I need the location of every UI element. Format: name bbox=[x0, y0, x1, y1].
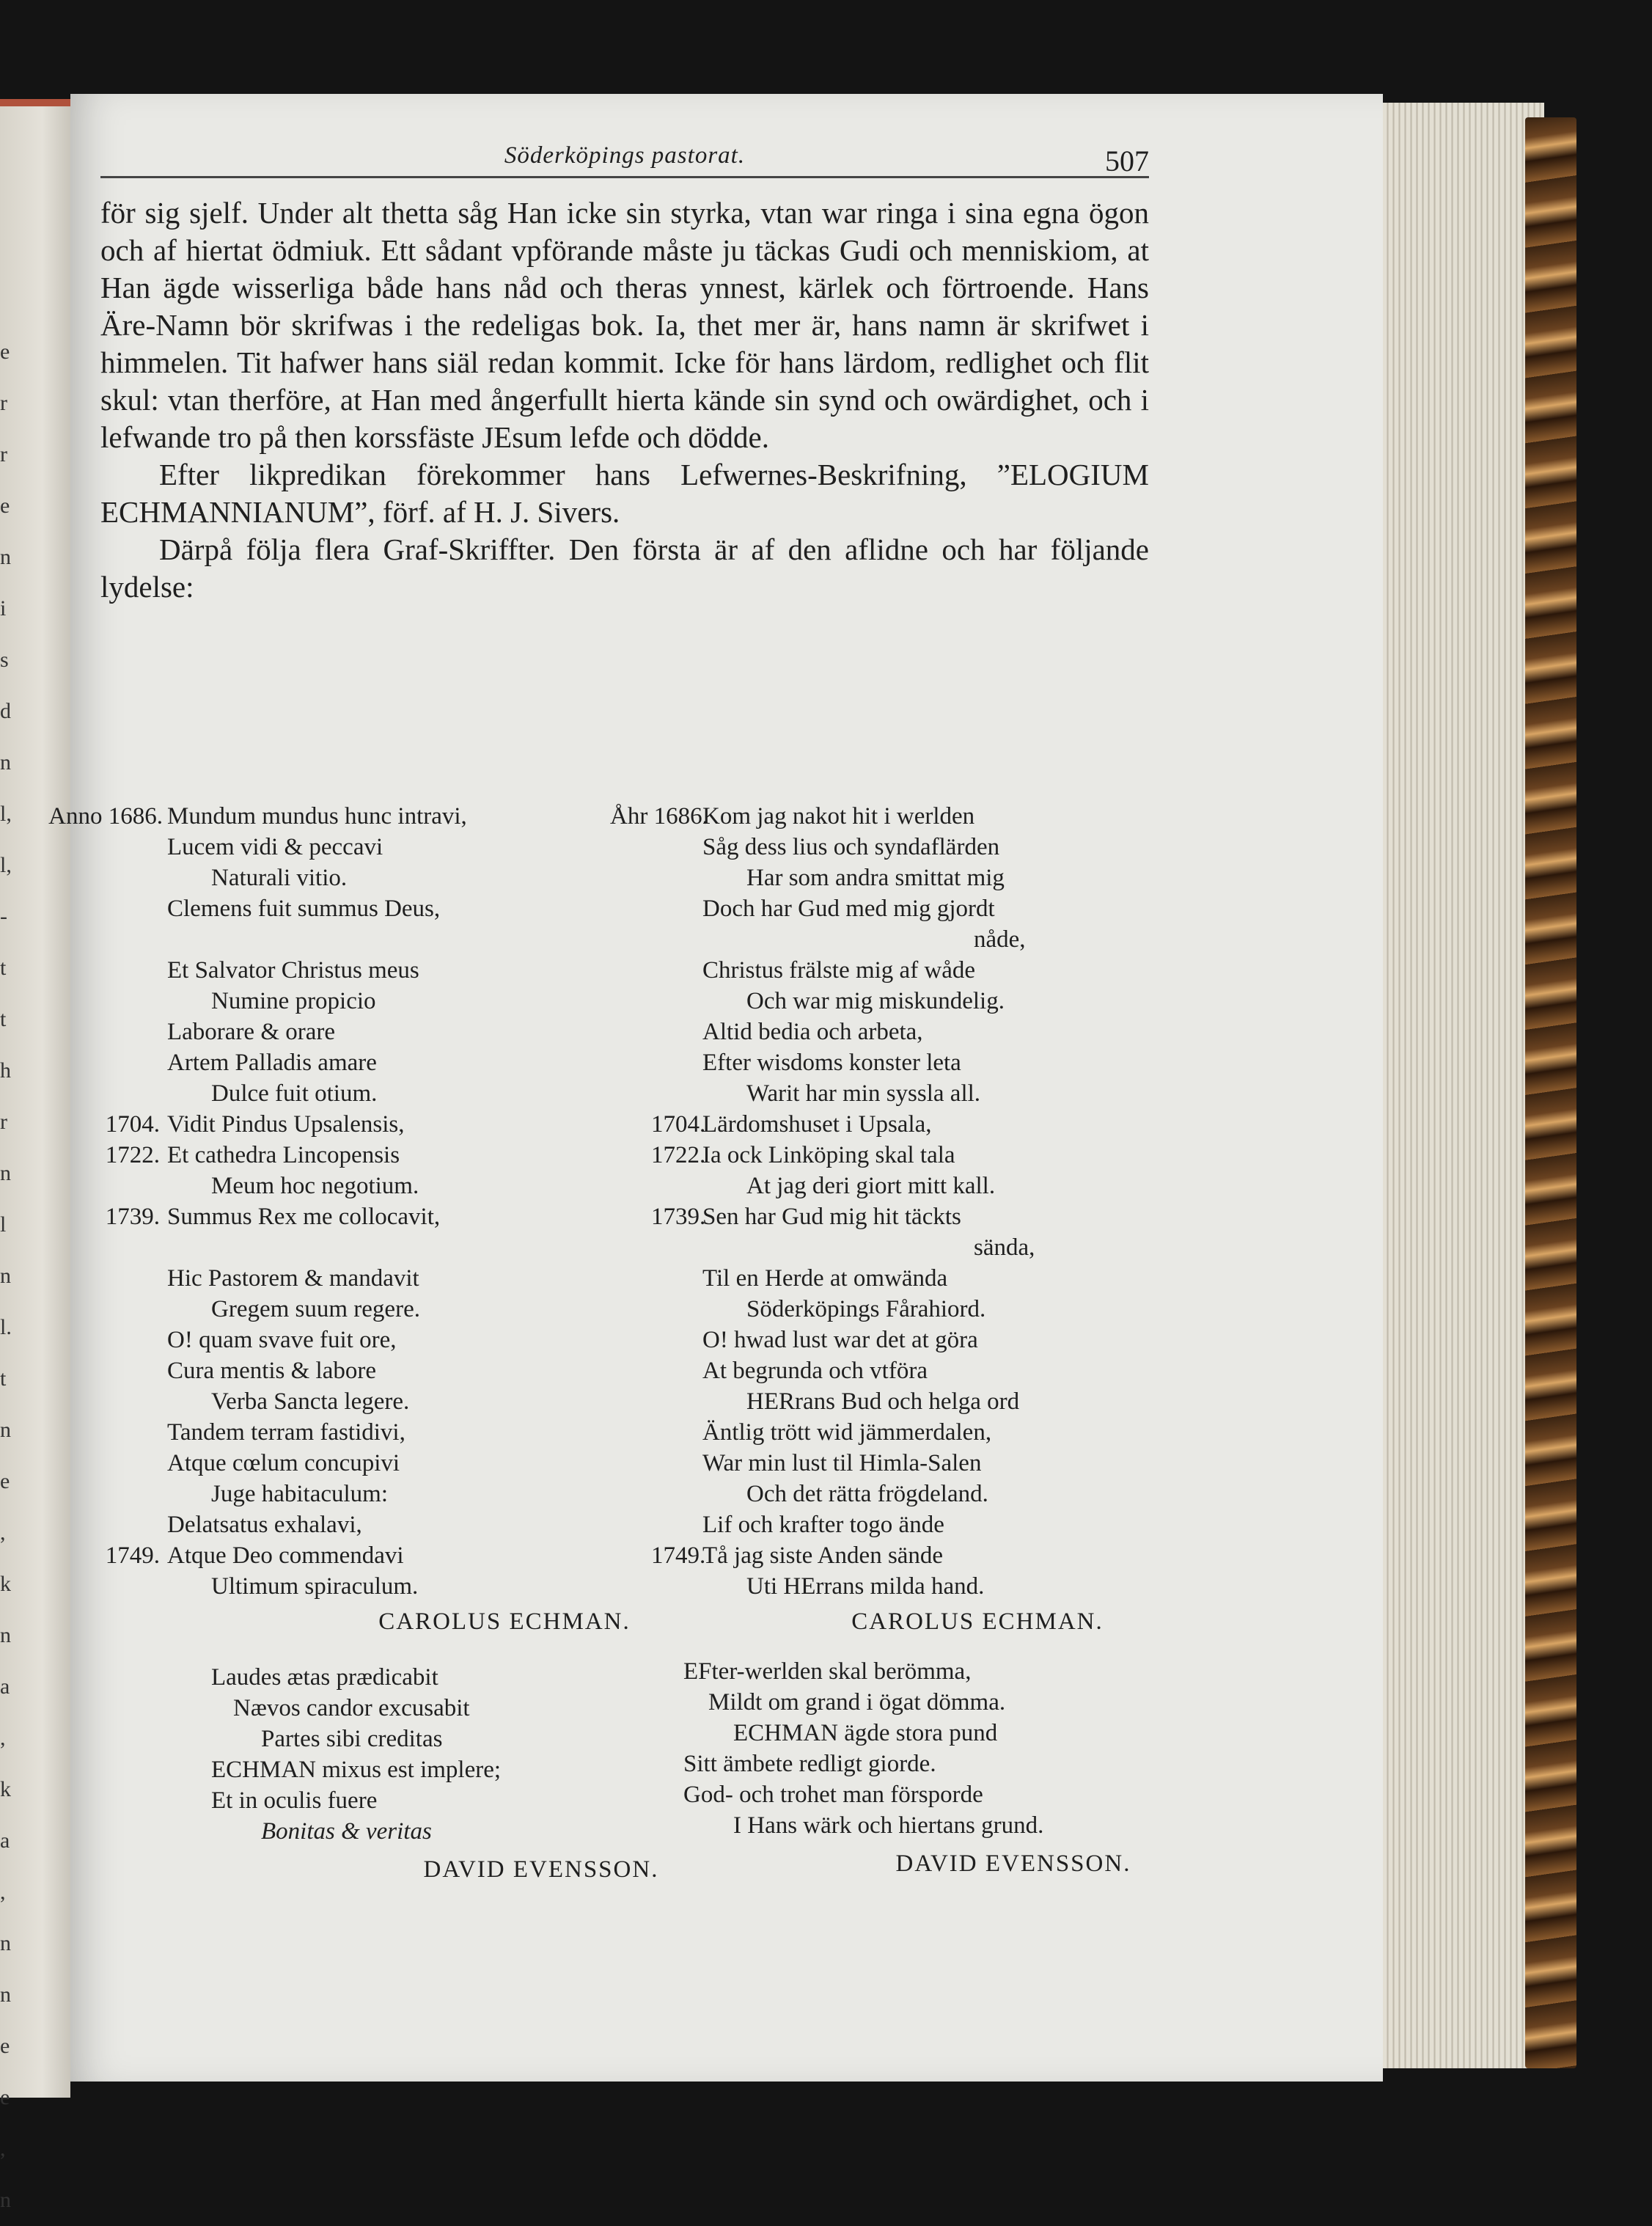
poem-line bbox=[702, 955, 1150, 986]
poem-text: Delatsatus exhalavi, bbox=[167, 1512, 362, 1538]
previous-page-edge-text bbox=[0, 326, 22, 2226]
poem-text: Summus Rex me collocavit, bbox=[167, 1204, 441, 1230]
poem-text: Et Salvator Christus meus bbox=[167, 957, 419, 984]
poem-line bbox=[48, 801, 673, 832]
poem-line bbox=[167, 924, 673, 955]
edge-glyph: , bbox=[0, 2137, 6, 2161]
edge-glyph: r bbox=[0, 1110, 7, 1134]
poem-year: 1739. bbox=[651, 1204, 706, 1230]
edge-glyph: l, bbox=[0, 853, 12, 877]
epitaph-text: Bonitas & veritas bbox=[261, 1818, 432, 1845]
prose-block bbox=[100, 194, 1149, 606]
poem-text: Atque cœlum concupivi bbox=[167, 1450, 400, 1476]
poem-line bbox=[702, 863, 1150, 893]
edge-glyph: n bbox=[0, 545, 11, 569]
epitaph-signature: DAVID EVENSSON. bbox=[423, 1856, 659, 1883]
poem-line bbox=[702, 1171, 1150, 1201]
poem-line bbox=[167, 1571, 673, 1602]
poem-text: At begrunda och vtföra bbox=[702, 1358, 928, 1384]
epitaph-line bbox=[683, 1749, 1153, 1779]
poem-text: Hic Pastorem & mandavit bbox=[167, 1265, 419, 1292]
poem-text: Doch har Gud med mig gjordt bbox=[702, 896, 995, 922]
poem-text: Christus frälste mig af wåde bbox=[702, 957, 976, 984]
prose-paragraph-3: Därpå följa flera Graf-Skriffter. Den första är af den aflidne och har följande lydelse: bbox=[100, 532, 1149, 604]
poem-text: Meum hoc negotium. bbox=[211, 1173, 419, 1199]
poem-line bbox=[167, 1479, 673, 1509]
poem-line bbox=[702, 1509, 1150, 1540]
poem-line bbox=[167, 955, 673, 986]
poem-line bbox=[167, 1171, 673, 1201]
latin-epitaph bbox=[211, 1662, 680, 1885]
poem-line bbox=[167, 1509, 673, 1540]
edge-glyph: l bbox=[0, 1212, 7, 1237]
previous-page bbox=[0, 99, 70, 2212]
epitaph-text: EFter-werlden skal berömma, bbox=[683, 1658, 972, 1685]
poem-text: Et cathedra Lincopensis bbox=[167, 1142, 400, 1168]
edge-glyph: k bbox=[0, 1572, 11, 1596]
poem-line bbox=[702, 924, 1150, 955]
latin-poem bbox=[48, 801, 673, 1637]
epitaph-text: Mildt om grand i ögat dömma. bbox=[708, 1689, 1006, 1716]
poem-line bbox=[105, 1201, 673, 1232]
edge-glyph: n bbox=[0, 750, 11, 775]
poem-line bbox=[702, 1325, 1150, 1355]
epitaph-line bbox=[211, 1816, 680, 1847]
running-title: Söderköpings pastorat. bbox=[504, 142, 746, 169]
poem-text: O! hwad lust war det at göra bbox=[702, 1327, 978, 1353]
poem-line bbox=[702, 1355, 1150, 1386]
poem-text: Och det rätta frögdeland. bbox=[746, 1481, 988, 1507]
prose-paragraph-1: för sig sjelf. Under alt thetta såg Han icke sin styrka, vtan war ringa i sina egna ögon och af hiertat ödmiuk. Ett sådant vpförande måste ju täckas Gudi och menniskiom, at Han ägde wisserliga både hans nåd och theras ynnest, kärlek och förtroende. Hans Äre-Namn bör skrifwas i the redeligas bok. Ia, thet mer är, hans namn är skrifwet i himmelen. Tit hafwer hans siäl redan kommit. Icke för hans lärdom, redlighet och flit skul: vtan therföre, at Han med ångerfullt hierta kände sin synd och owärdighet, och i lefwande tro på then korssfäste JEsum lefde och dödde. bbox=[100, 196, 1149, 454]
poem-line bbox=[167, 1263, 673, 1294]
poem-line bbox=[651, 1140, 1150, 1171]
epitaph-line bbox=[683, 1656, 1153, 1687]
epitaph-text: ECHMAN ägde stora pund bbox=[733, 1720, 998, 1746]
poem-text: Ultimum spiraculum. bbox=[211, 1573, 419, 1600]
poem-text: Gregem suum regere. bbox=[211, 1296, 420, 1322]
poem-text: O! quam svave fuit ore, bbox=[167, 1327, 397, 1353]
edge-glyph: n bbox=[0, 1623, 11, 1647]
poem-text: Och war mig miskundelig. bbox=[746, 988, 1005, 1014]
prose-paragraph-2: Efter likpredikan förekommer hans Lefwernes-Beskrifning, ”ELOGIUM ECHMANNIANUM”, förf. af H. J. Sivers. bbox=[100, 458, 1149, 529]
poem-text: Tå jag siste Anden sände bbox=[702, 1542, 944, 1569]
edge-glyph: e bbox=[0, 340, 10, 364]
poem-text: Altid bedia och arbeta, bbox=[702, 1019, 923, 1045]
poem-text: At jag deri giort mitt kall. bbox=[746, 1173, 996, 1199]
poem-text: Warit har min syssla all. bbox=[746, 1080, 981, 1107]
epitaph-text: Nævos candor excusabit bbox=[233, 1695, 470, 1721]
poem-line bbox=[167, 1078, 673, 1109]
edge-glyph: d bbox=[0, 699, 11, 723]
edge-glyph: a bbox=[0, 1674, 10, 1699]
edge-glyph: a bbox=[0, 1828, 10, 1853]
poem-year: Åhr 1686. bbox=[610, 803, 708, 830]
epitaph-line bbox=[683, 1810, 1153, 1841]
epitaph-text: I Hans wärk och hiertans grund. bbox=[733, 1812, 1044, 1839]
poem-text: Numine propicio bbox=[211, 988, 376, 1014]
poem-line bbox=[702, 832, 1150, 863]
poem-text: Dulce fuit otium. bbox=[211, 1080, 378, 1107]
epitaph-line bbox=[683, 1687, 1153, 1718]
page-edges bbox=[1383, 103, 1544, 2068]
poem-line bbox=[167, 1294, 673, 1325]
edge-glyph: k bbox=[0, 1777, 11, 1801]
edge-glyph: n bbox=[0, 1264, 11, 1288]
poem-line bbox=[651, 1540, 1150, 1571]
edge-glyph: e bbox=[0, 494, 10, 518]
poem-line bbox=[167, 1417, 673, 1448]
poem-year: 1722. bbox=[651, 1142, 706, 1168]
edge-glyph: - bbox=[0, 904, 7, 929]
edge-glyph: n bbox=[0, 1418, 11, 1442]
poem-line bbox=[167, 1386, 673, 1417]
poem-line bbox=[702, 1571, 1150, 1602]
poem-text: Lärdomshuset i Upsala, bbox=[702, 1111, 932, 1138]
epitaph-text: Partes sibi creditas bbox=[261, 1726, 443, 1752]
edge-glyph: n bbox=[0, 1931, 11, 1955]
poem-line bbox=[167, 1232, 673, 1263]
edge-glyph: e bbox=[0, 2085, 10, 2109]
poem-text: Sen har Gud mig hit täckts bbox=[702, 1204, 961, 1230]
poem-line bbox=[702, 893, 1150, 924]
poem-year: Anno 1686. bbox=[48, 803, 163, 830]
poem-line bbox=[702, 1078, 1150, 1109]
poem-line bbox=[105, 1140, 673, 1171]
poem-line bbox=[167, 1448, 673, 1479]
poem-line bbox=[702, 1263, 1150, 1294]
epitaph-text: ECHMAN mixus est implere; bbox=[211, 1757, 502, 1783]
epitaph-text: God- och trohet man försporde bbox=[683, 1782, 983, 1808]
poem-text: Lif och krafter togo ände bbox=[702, 1512, 944, 1538]
epitaph-line bbox=[211, 1693, 680, 1724]
epitaph-signature: DAVID EVENSSON. bbox=[895, 1850, 1131, 1877]
poem-text: Til en Herde at omwända bbox=[702, 1265, 948, 1292]
poem-year: 1749. bbox=[651, 1542, 706, 1569]
poem-text: HERrans Bud och helga ord bbox=[746, 1388, 1020, 1415]
edge-glyph: e bbox=[0, 1469, 10, 1493]
edge-glyph: t bbox=[0, 1007, 7, 1031]
poem-text: Artem Palladis amare bbox=[167, 1050, 377, 1076]
poem-line bbox=[167, 1325, 673, 1355]
poem-text: Verba Sancta legere. bbox=[211, 1388, 410, 1415]
poem-text: Clemens fuit summus Deus, bbox=[167, 896, 441, 922]
edge-glyph: r bbox=[0, 391, 7, 415]
poem-text: Lucem vidi & peccavi bbox=[167, 834, 383, 860]
epitaph-line bbox=[211, 1724, 680, 1754]
poem-line bbox=[702, 1417, 1150, 1448]
poem-line bbox=[702, 1017, 1150, 1047]
page-number: 507 bbox=[1105, 144, 1149, 177]
epitaph-text: Sitt ämbete redligt giorde. bbox=[683, 1751, 936, 1777]
edge-glyph: n bbox=[0, 1982, 11, 2007]
poem-line bbox=[702, 1294, 1150, 1325]
edge-glyph: s bbox=[0, 648, 9, 672]
poem-text: Äntlig trött wid jämmerdalen, bbox=[702, 1419, 992, 1446]
poem-year: 1704. bbox=[651, 1111, 706, 1138]
poem-text: War min lust til Himla-Salen bbox=[702, 1450, 982, 1476]
edge-glyph: n bbox=[0, 2188, 11, 2212]
poem-text: Juge habitaculum: bbox=[211, 1481, 389, 1507]
poem-year: 1722. bbox=[105, 1142, 160, 1168]
poem-line bbox=[702, 1479, 1150, 1509]
poem-text: Cura mentis & labore bbox=[167, 1358, 377, 1384]
poem-signature: CAROLUS ECHMAN. bbox=[851, 1608, 1104, 1635]
edge-glyph: t bbox=[0, 1366, 7, 1391]
edge-glyph: l. bbox=[0, 1315, 12, 1339]
edge-glyph: n bbox=[0, 1161, 11, 1185]
poem-text: Ia ock Linköping skal tala bbox=[702, 1142, 955, 1168]
edge-glyph: i bbox=[0, 596, 7, 620]
epitaph-line bbox=[211, 1785, 680, 1816]
edge-glyph: , bbox=[0, 1726, 6, 1750]
poem-text: sända, bbox=[974, 1234, 1035, 1261]
poem-line bbox=[167, 1355, 673, 1386]
poem-text: Naturali vitio. bbox=[211, 865, 348, 891]
edge-glyph: r bbox=[0, 442, 7, 466]
poem-line bbox=[702, 1386, 1150, 1417]
poem-signature: CAROLUS ECHMAN. bbox=[378, 1608, 631, 1635]
poem-line bbox=[167, 1047, 673, 1078]
poem-year: 1704. bbox=[105, 1111, 160, 1138]
epitaph-line bbox=[211, 1662, 680, 1693]
poem-text: Efter wisdoms konster leta bbox=[702, 1050, 961, 1076]
poem-line bbox=[167, 986, 673, 1017]
swedish-epitaph bbox=[683, 1656, 1153, 1879]
edge-glyph: , bbox=[0, 1880, 6, 1904]
epitaph-line bbox=[683, 1779, 1153, 1810]
poem-text: Atque Deo commendavi bbox=[167, 1542, 404, 1569]
poem-text: Tandem terram fastidivi, bbox=[167, 1419, 405, 1446]
poem-text: Vidit Pindus Upsalensis, bbox=[167, 1111, 405, 1138]
poem-line bbox=[702, 1448, 1150, 1479]
poem-line bbox=[702, 1047, 1150, 1078]
epitaph-line bbox=[211, 1754, 680, 1785]
poem-line bbox=[167, 832, 673, 863]
edge-glyph: e bbox=[0, 2034, 10, 2058]
edge-glyph: , bbox=[0, 1520, 6, 1545]
edge-glyph: h bbox=[0, 1058, 11, 1083]
poem-text: Såg dess lius och syndaflärden bbox=[702, 834, 1000, 860]
epitaph-text: Et in oculis fuere bbox=[211, 1787, 378, 1814]
poem-line bbox=[651, 1201, 1150, 1232]
poem-line bbox=[105, 1540, 673, 1571]
poem-text: Laborare & orare bbox=[167, 1019, 336, 1045]
marbled-cover bbox=[1525, 117, 1576, 2068]
epitaph-line bbox=[683, 1718, 1153, 1749]
poem-text: Mundum mundus hunc intravi, bbox=[167, 803, 467, 830]
poem-text: nåde, bbox=[974, 926, 1026, 953]
poem-year: 1749. bbox=[105, 1542, 160, 1569]
poem-line bbox=[105, 1109, 673, 1140]
poem-line bbox=[167, 863, 673, 893]
poem-line bbox=[651, 1109, 1150, 1140]
poem-text: Söderköpings Fårahiord. bbox=[746, 1296, 986, 1322]
swedish-poem bbox=[610, 801, 1150, 1637]
poem-text: Har som andra smittat mig bbox=[746, 865, 1005, 891]
poem-text: Uti HErrans milda hand. bbox=[746, 1573, 985, 1600]
edge-glyph: l, bbox=[0, 802, 12, 826]
poem-text: Kom jag nakot hit i werlden bbox=[702, 803, 975, 830]
poem-line bbox=[702, 1232, 1150, 1263]
epitaph-text: Laudes ætas prædicabit bbox=[211, 1664, 438, 1691]
poem-year: 1739. bbox=[105, 1204, 160, 1230]
poem-line bbox=[167, 893, 673, 924]
poem-line bbox=[702, 986, 1150, 1017]
edge-glyph: t bbox=[0, 956, 7, 980]
poem-line bbox=[610, 801, 1150, 832]
poem-line bbox=[167, 1017, 673, 1047]
running-head bbox=[100, 132, 1149, 178]
